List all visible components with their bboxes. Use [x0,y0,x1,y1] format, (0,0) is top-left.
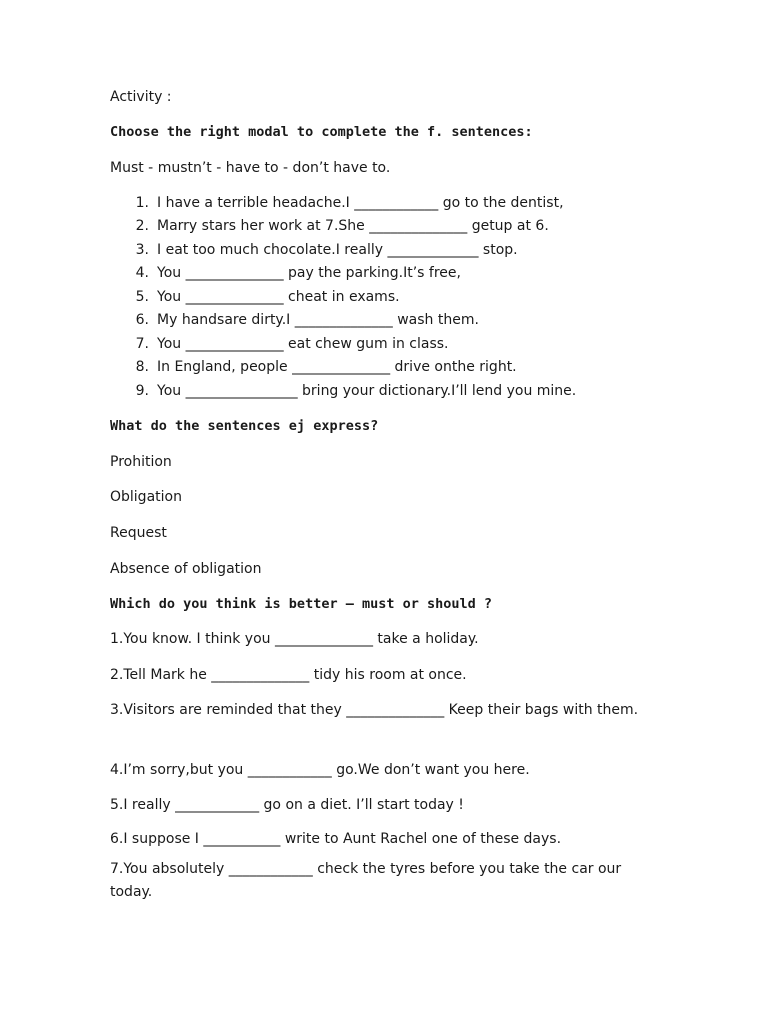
list-item: You ______________ cheat in exams. [157,289,400,305]
list-item-number: 5. [135,289,149,305]
list-item: In England, people ______________ drive onthe right. [157,359,517,375]
list-item-number: 8. [135,359,149,375]
section1-heading: Choose the right modal to complete the f. sentences: [110,124,533,140]
exercise-sentence: 5.I really ____________ go on a diet. I’ll start today ! [110,797,464,813]
answer-option: Prohition [110,454,172,470]
answer-option: Request [110,525,167,541]
list-item: I eat too much chocolate.I really _____________ stop. [157,242,518,258]
list-item-number: 9. [135,383,149,399]
exercise-sentence: 7.You absolutely ____________ check the tyres before you take the car our today. [110,861,622,900]
exercise-sentence: 1.You know. I think you ______________ take a holiday. [110,631,479,647]
exercise-sentence: 2.Tell Mark he ______________ tidy his room at once. [110,667,467,683]
list-item-number: 3. [135,242,149,258]
list-item-number: 7. [135,336,149,352]
list-item-number: 4. [135,265,149,281]
exercise-sentence: 3.Visitors are reminded that they ______________ Keep their bags with them. [110,702,639,718]
section2-heading: What do the sentences ej express? [110,418,379,434]
list-item: Marry stars her work at 7.She ______________ getup at 6. [157,218,549,234]
list-item: You ________________ bring your dictionary.I’ll lend you mine. [157,383,577,399]
list-item-number: 6. [135,312,149,328]
exercise-sentence: 6.I suppose I ___________ write to Aunt Rachel one of these days. [110,831,562,847]
list-item-number: 1. [135,195,149,211]
list-item: My handsare dirty.I ______________ wash them. [157,312,479,328]
answer-option: Obligation [110,489,182,505]
list-item: I have a terrible headache.I ____________ go to the dentist, [157,195,564,211]
exercise-sentence: 4.I’m sorry,but you ____________ go.We don’t want you here. [110,762,530,778]
activity-label: Activity : [110,89,172,105]
list-item: You ______________ eat chew gum in class. [157,336,449,352]
section3-heading: Which do you think is better – must or should ? [110,596,493,612]
modal-options: Must - mustn’t - have to - don’t have to. [110,160,391,176]
list-item-number: 2. [135,218,149,234]
list-item: You ______________ pay the parking.It’s free, [157,265,461,281]
answer-option: Absence of obligation [110,561,262,577]
